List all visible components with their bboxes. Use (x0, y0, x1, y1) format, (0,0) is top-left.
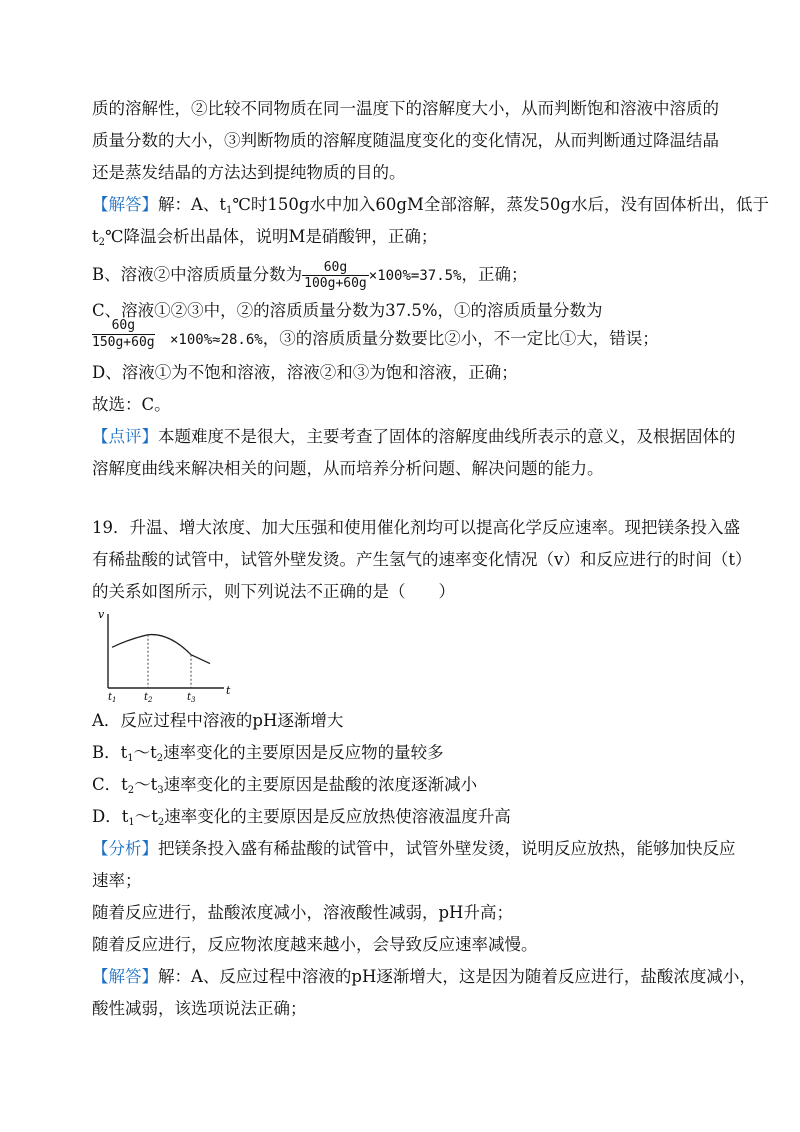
rate-curve (112, 635, 210, 664)
y-axis-label: v (98, 608, 105, 621)
text: 本题难度不是很大，主要考查了固体的溶解度曲线所表示的意义，及根据固体的 (158, 427, 736, 446)
analysis-line: 速率； (92, 871, 142, 890)
fraction (92, 318, 155, 351)
option-c (92, 774, 477, 802)
text-line: 质量分数的大小，③判断物质的溶解度随温度变化的变化情况，从而判断通过降温结晶 (92, 131, 719, 150)
answer-line-d: D、溶液①为不饱和溶液，溶液②和③为饱和溶液，正确； (92, 363, 518, 382)
text-line: 还是蒸发结晶的方法达到提纯物质的目的。 (92, 163, 406, 182)
analysis-line: 随着反应进行，盐酸浓度减小，溶液酸性减弱，pH升高； (92, 903, 513, 922)
option-d (92, 806, 511, 834)
subscript: 2 (156, 753, 164, 764)
text: 解：A、t (158, 195, 227, 214)
x-tick-label-t3: $t_3$ (187, 692, 196, 702)
answer-line (92, 194, 769, 222)
text: ℃降温会析出晶体，说明M是硝酸钾，正确； (105, 227, 438, 246)
text: 把镁条投入盛有稀盐酸的试管中，试管外壁发烫，说明反应放热，能够加快反应 (158, 839, 736, 858)
text: D．t (92, 807, 129, 826)
text: C．t (92, 775, 128, 794)
answer-line: 酸性减弱，该选项说法正确； (92, 999, 307, 1018)
fraction-numerator: 60g (111, 318, 136, 333)
text: ～t (133, 743, 157, 762)
text: 速率变化的主要原因是反应放热使溶液温度升高 (164, 807, 511, 826)
answer-line (92, 966, 756, 988)
rate-time-chart (96, 608, 236, 702)
answer-line-c2 (170, 328, 659, 351)
text-line: 质的溶解性，②比较不同物质在同一温度下的溶解度大小，从而判断饱和溶液中溶质的 (92, 99, 719, 118)
comment-line: 溶解度曲线来解决相关的问题，从而培养分析问题、解决问题的能力。 (92, 459, 604, 478)
x-tick-label-t2: $t_2$ (144, 692, 153, 702)
text: 速率变化的主要原因是盐酸的浓度逐渐减小 (163, 775, 478, 794)
answer-line-c: C、溶液①②③中，②的溶质质量分数为37.5%，①的溶质质量分数为 (92, 301, 603, 320)
fraction-denominator: 150g+60g (92, 335, 155, 350)
jieda-tag: 【解答】 (92, 967, 158, 986)
fraction (302, 260, 369, 291)
subscript: 2 (127, 785, 135, 796)
option-a: A．反应过程中溶液的pH逐渐增大 (92, 711, 344, 730)
text: t (92, 227, 99, 246)
answer-line-b (92, 258, 527, 293)
comment-line (92, 426, 736, 448)
subscript: 3 (157, 785, 164, 796)
text: ，③的溶质质量分数要比②小，不一定比①大，错误； (262, 329, 659, 348)
answer-line (92, 226, 437, 254)
jieda-tag: 【解答】 (92, 195, 158, 214)
subscript: 1 (128, 817, 135, 828)
text: 解：A、反应过程中溶液的pH逐渐增大，这是因为随着反应进行，盐酸浓度减小， (158, 967, 756, 986)
text: B．t (92, 743, 128, 762)
subscript: 2 (98, 237, 106, 248)
subscript: 1 (127, 753, 134, 764)
formula-text: ×100%≈28.6% (170, 332, 263, 348)
analysis-line: 随着反应进行，反应物浓度越来越小，会导致反应速率减慢。 (92, 935, 538, 954)
text: ，正确； (461, 265, 528, 284)
text: B、溶液②中溶质质量分数为 (92, 265, 303, 284)
x-axis-label: t (226, 684, 231, 697)
choice-line: 故选：C。 (92, 395, 171, 414)
question-line: 的关系如图所示，则下列说法不正确的是（ ） (92, 582, 455, 601)
option-b (92, 742, 444, 770)
fraction-denominator: 100g+60g (304, 276, 367, 291)
fenxi-tag: 【分析】 (92, 839, 158, 858)
question-line: 有稀盐酸的试管中，试管外壁发烫。产生氢气的速率变化情况（v）和反应进行的时间（t） (92, 550, 752, 569)
text: ～t (134, 807, 158, 826)
x-tick-label-t1: $t_1$ (108, 692, 117, 702)
formula-text: ×100%=37.5% (368, 268, 462, 284)
subscript: 1 (226, 205, 233, 216)
text: 速率变化的主要原因是反应物的量较多 (163, 743, 444, 762)
analysis-line (92, 838, 736, 860)
chart-marks (108, 635, 210, 702)
question-line: 19．升温、增大浓度、加大压强和使用催化剂均可以提高化学反应速率。现把镁条投入盛 (92, 518, 740, 537)
text: ～t (134, 775, 158, 794)
subscript: 2 (157, 817, 165, 828)
fraction-numerator: 60g (323, 260, 348, 275)
text: ℃时150g水中加入60gM全部溶解，蒸发50g水后，没有固体析出，低于 (232, 195, 769, 214)
dianping-tag: 【点评】 (92, 427, 158, 446)
